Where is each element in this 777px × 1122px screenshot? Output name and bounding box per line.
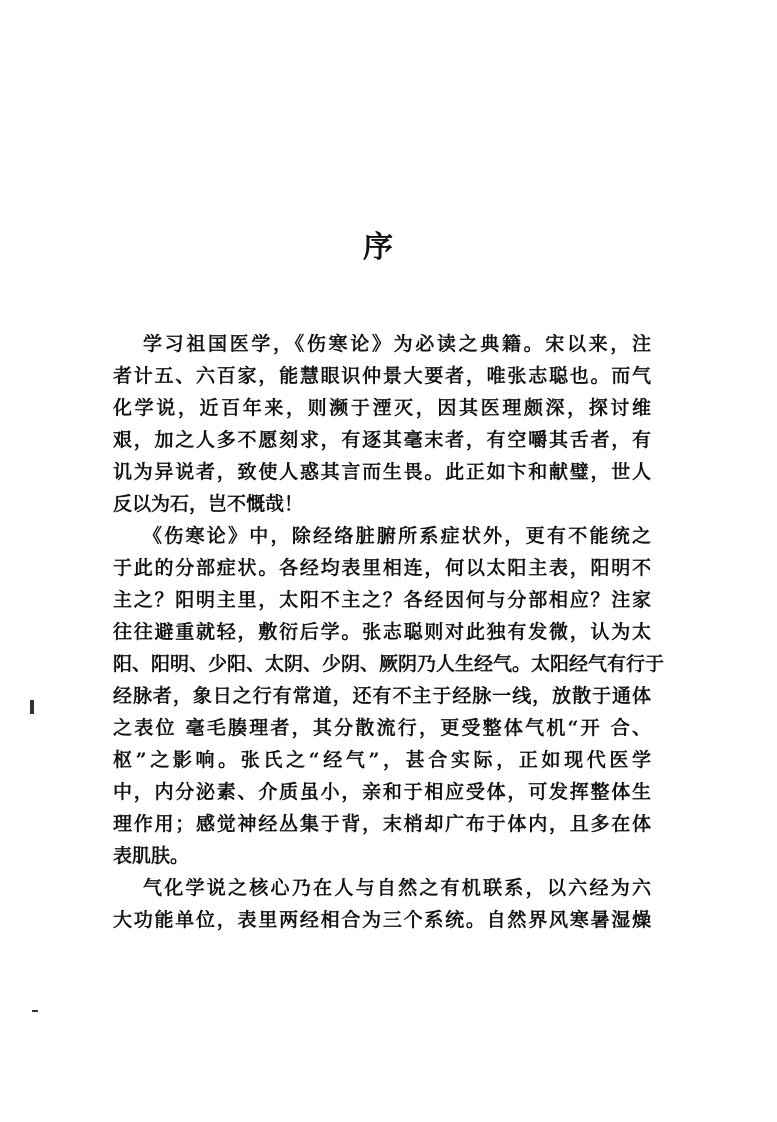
text-line: 者计五、六百家，能慧眼识仲景大要者，唯张志聪也。而气 [113, 365, 651, 387]
text-line: 于此的分部症状。各经均表里相连，何以太阳主表，阳明不 [113, 557, 651, 579]
text-line: 枢”之影响。张氏之“经气”，甚合实际，正如现代医学 [113, 749, 651, 771]
text-line: 经脉者，象日之行有常道，还有不主于经脉一线，放散于通体 [113, 685, 651, 707]
scan-speck [32, 1010, 38, 1012]
text-line: 往往避重就轻，敷衍后学。张志聪则对此独有发微，认为太 [113, 621, 651, 643]
text-line: 化学说，近百年来，则濒于湮灭，因其医理颇深，探讨维 [113, 397, 651, 419]
text-line: 阳、阳明、少阳、太阴、少阴、厥阴乃人生经气。太阳经气有行于 [113, 653, 665, 675]
text-line: 理作用；感觉神经丛集于背，末梢却广布于体内，且多在体 [113, 813, 651, 835]
text-line: 学习祖国医学，《伤寒论》为必读之典籍。宋以来，注 [143, 333, 651, 355]
text-line: 气化学说之核心乃在人与自然之有机联系，以六经为六 [143, 877, 651, 899]
preface-body [113, 328, 665, 936]
text-line: 表肌肤。 [113, 845, 190, 867]
scan-speck [30, 700, 34, 714]
text-line: 讥为异说者，致使人惑其言而生畏。此正如卞和献璧，世人 [113, 461, 651, 483]
text-line: 大功能单位，表里两经相合为三个系统。自然界风寒暑湿燥 [113, 909, 651, 931]
text-line: 艰，加之人多不愿刻求，有逐其毫末者，有空嚼其舌者，有 [113, 429, 651, 451]
page-title: 序 [363, 230, 393, 265]
text-line: 中，内分泌素、介质虽小，亲和于相应受体，可发挥整体生 [113, 781, 651, 803]
text-line: 之表位 毫毛腠理者，其分散流行，更受整体气机“开 合、 [113, 717, 651, 739]
text-line: 《伤寒论》中，除经络脏腑所系症状外，更有不能统之 [143, 525, 651, 547]
text-line: 主之？阳明主里，太阳不主之？各经因何与分部相应？注家 [113, 589, 651, 611]
text-line: 反以为石，岂不慨哉！ [113, 493, 304, 515]
